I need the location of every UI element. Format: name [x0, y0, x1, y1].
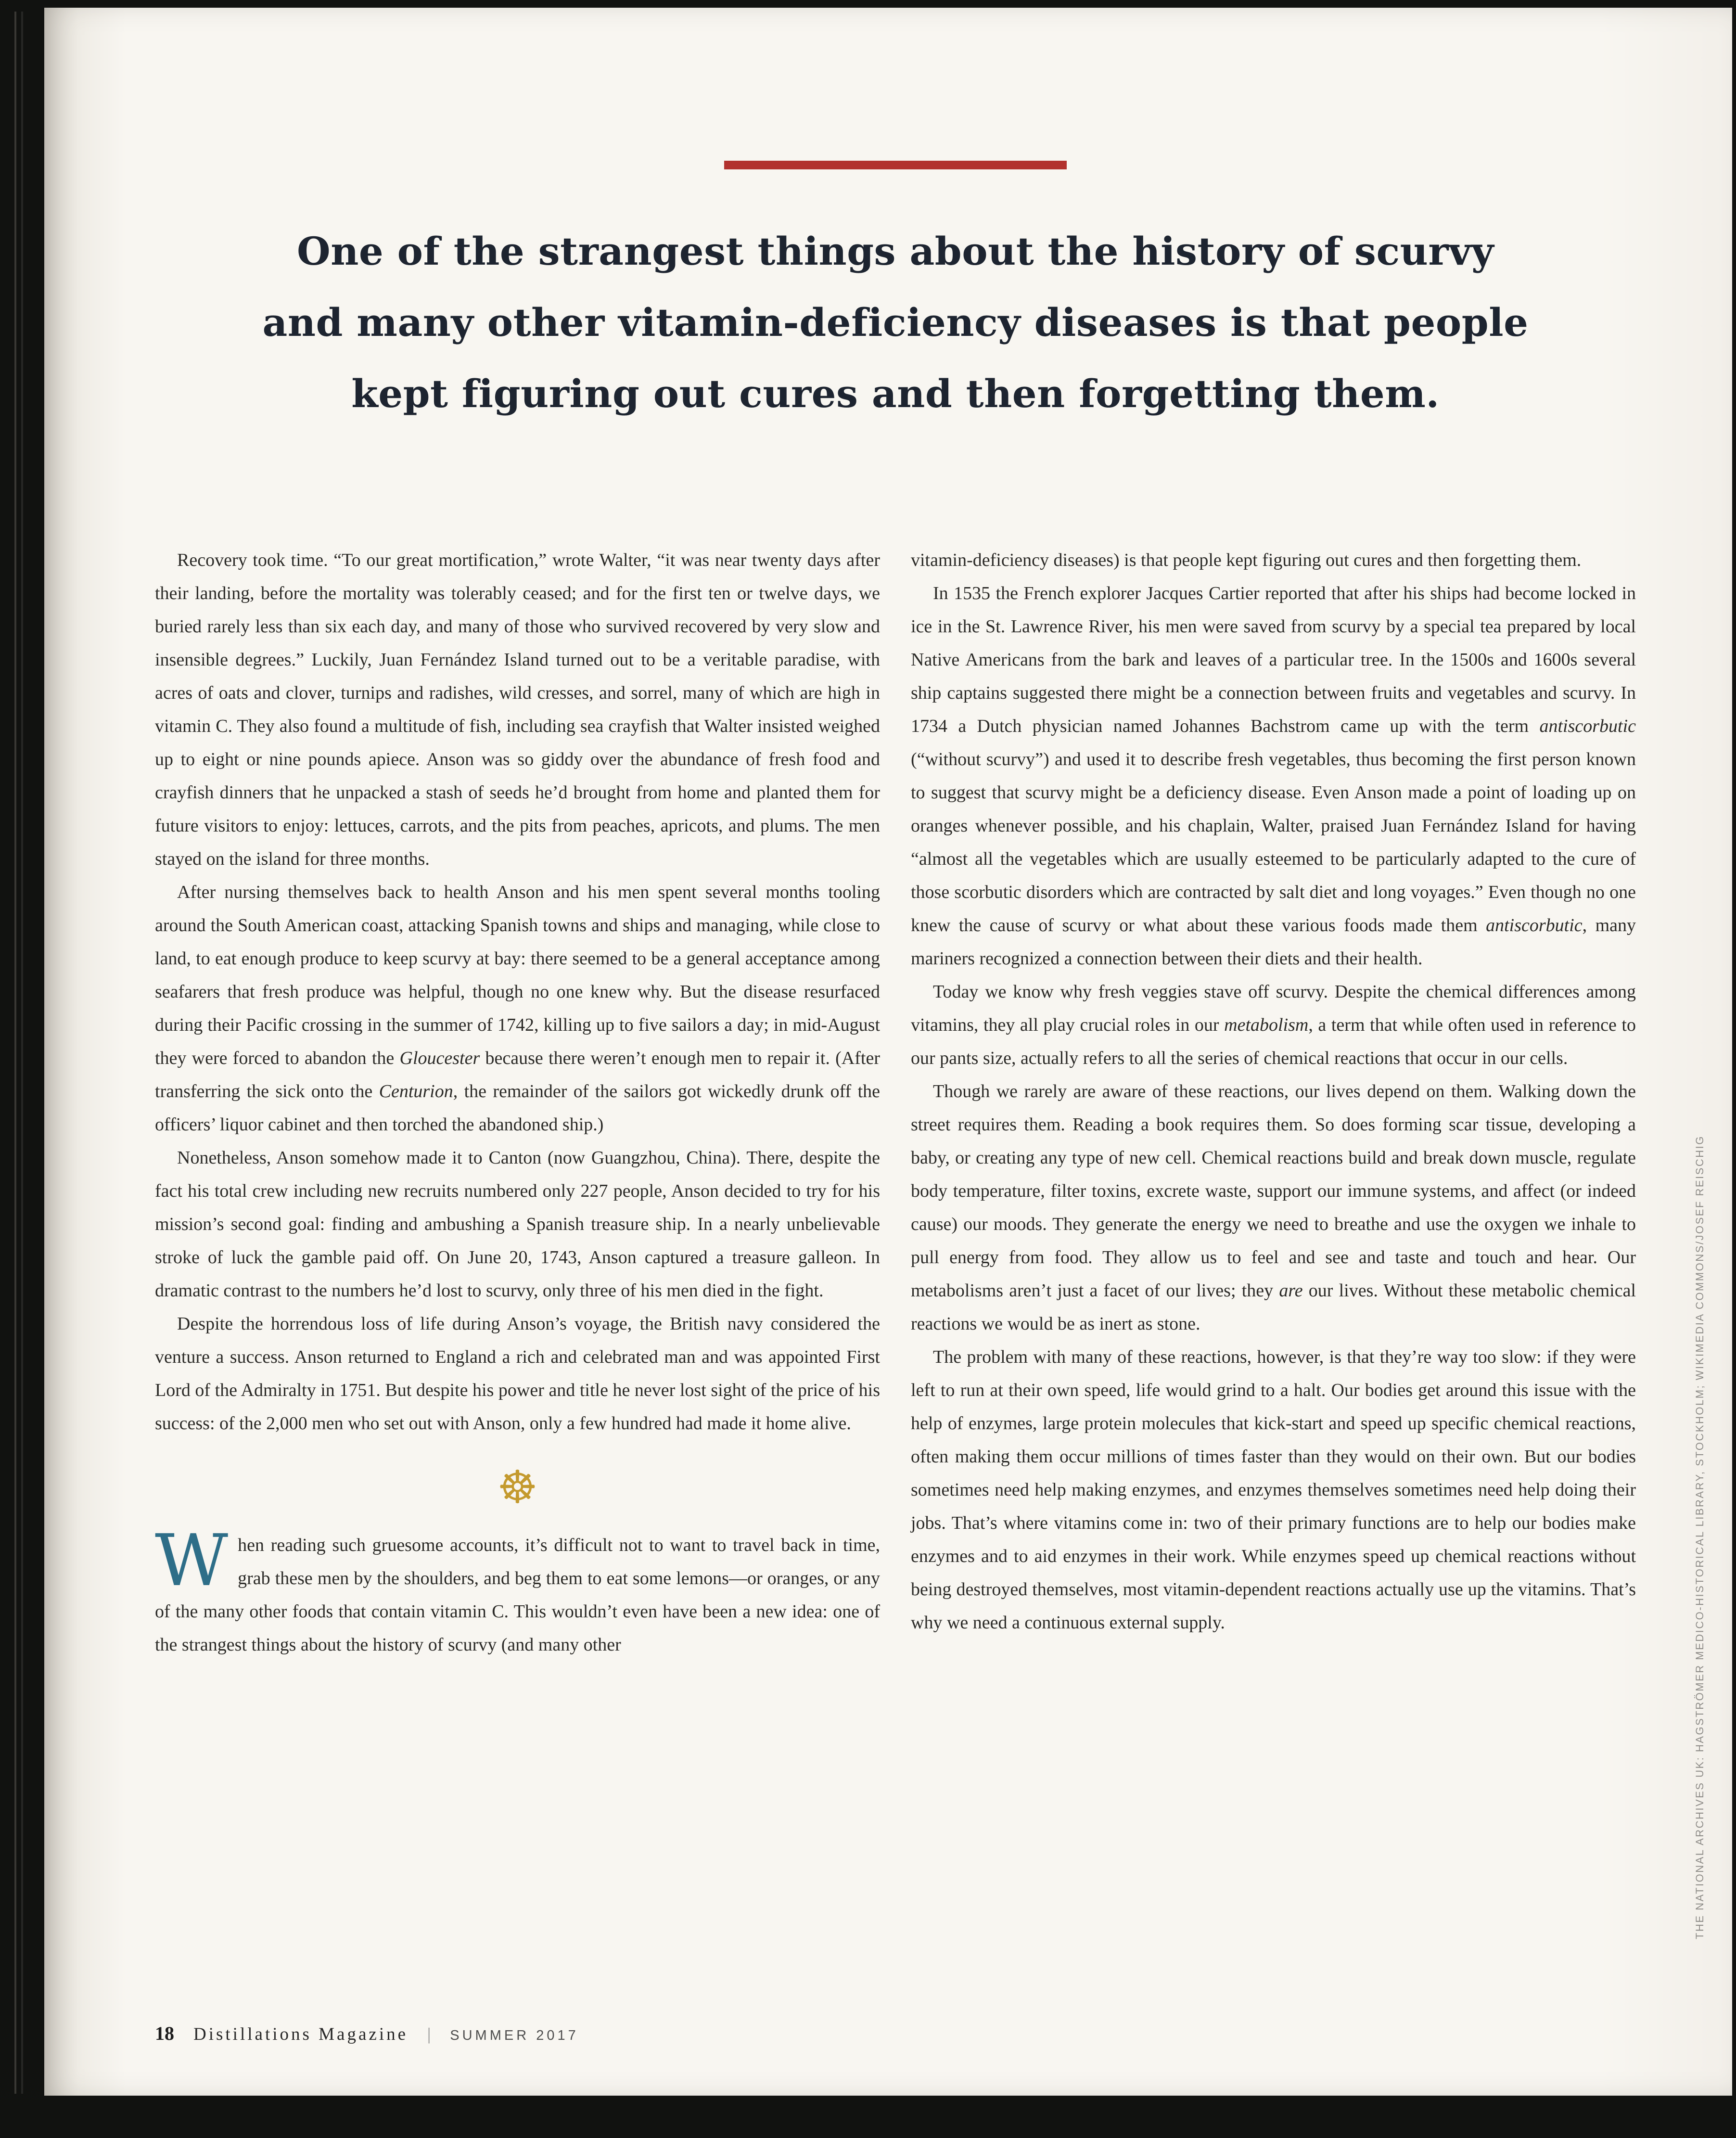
page-footer	[155, 2022, 579, 2045]
section-break-ornament	[155, 1461, 880, 1514]
magazine-title: Distillations Magazine	[193, 2024, 408, 2044]
footer-separator: |	[427, 2024, 431, 2044]
text-run: because there weren’t enough men to repair it. (After transferring the sick onto the	[155, 1048, 880, 1101]
pull-quote-line: One of the strangest things about the history of scurvy	[297, 229, 1494, 274]
accent-rule	[724, 161, 1067, 169]
text-run: Despite the horrendous loss of life during Anson’s voyage, the British navy considered the venture a success. Anson returned to England a rich and celebrated man and was appointed First Lord of the Admiralty in 1751. But despite his power and title he never lost sight of the price of his success: of the 2,000 men who set out with Anson, only a few hundred had made it home alive.	[155, 1314, 880, 1434]
text-run: After nursing themselves back to health Anson and his men spent several months tooling around the South American coast, attacking Spanish towns and ships and managing, while close to land, to eat enough produce to keep scurvy at bay: there seemed to be a general acceptance among seafarers that fresh produce was helpful, though no one knew why. But the disease resurfaced during their Pacific crossing in the summer of 1742, killing up to five sailors a day; in mid-August they were forced to abandon the	[155, 882, 880, 1068]
body-paragraph	[155, 544, 880, 876]
paper	[44, 8, 1732, 2096]
drop-cap: W	[155, 1519, 229, 1602]
body-paragraph	[911, 544, 1636, 577]
scan-page-edge	[21, 12, 23, 2094]
page-number: 18	[155, 2023, 174, 2044]
text-run: Recovery took time. “To our great mortification,” wrote Walter, “it was near twenty days after their landing, before the mortality was tolerably ceased; and for the first ten or twelve days, we buried rarely less than six each day, and many of those who survived recovered by very slow and insensible degrees.” Luckily, Juan Fernández Island turned out to be a veritable paradise, with acres of oats and clover, turnips and radishes, wild cresses, and sorrel, many of which are high in vitamin C. They also found a multitude of fish, including sea crayfish that Walter insisted weighed up to eight or nine pounds apiece. Anson was so giddy over the abundance of fresh food and crayfish dinners that he unpacked a stash of seeds he’d brought from home and planted them for future visitors to enjoy: lettuces, carrots, and the pits from peaches, apricots, and plums. The men stayed on the island for three months.	[155, 550, 880, 869]
text-run: (“without scurvy”) and used it to describe fresh vegetables, thus becoming the first person known to suggest that scurvy might be a deficiency disease. Even Anson made a point of loading up on oranges whenever possible, and his chaplain, Walter, praised Juan Fernández Island for having “almost all the vegetables which are usually esteemed to be particularly adapted to the cure of those scorbutic disorders which are contracted by salt diet and long voyages.” Even though no one knew the cause of scurvy or what about these various foods made them	[911, 749, 1636, 935]
pull-quote-line: kept figuring out cures and then forgetting them.	[351, 371, 1440, 416]
text-run: , many mariners recognized a connection between their diets and their health.	[911, 915, 1636, 969]
italic-text: antiscorbutic	[1486, 915, 1583, 935]
right-column	[911, 544, 1636, 1662]
text-block	[155, 8, 1636, 1662]
italic-text: Gloucester	[399, 1048, 480, 1068]
text-run: Though we rarely are aware of these reactions, our lives depend on them. Walking down the street requires them. Reading a book requires them. So does forming scar tissue, developing a baby, or creating any type of new cell. Chemical reactions build and break down muscle, regulate body temperature, filter toxins, excrete waste, support our immune systems, and affect (or indeed cause) our moods. They generate the energy we need to breathe and use the oxygen we inhale to pull energy from food. They allow us to feel and see and taste and touch and hear. Our metabolisms aren’t just a facet of our lives; they	[911, 1081, 1636, 1301]
left-column	[155, 544, 880, 1662]
photo-credit: THE NATIONAL ARCHIVES UK: HAGSTRÖMER MEDICO-HISTORICAL LIBRARY, STOCKHOLM; WIKIMEDIA COMMONS/JOSEF REISCHIG	[1694, 1135, 1706, 1939]
text-run: , a term that while often used in reference to our pants size, actually refers to all the series of chemical reactions that occur in our cells.	[911, 1015, 1636, 1068]
text-run: our lives. Without these metabolic chemical reactions we would be as inert as stone.	[911, 1280, 1636, 1334]
body-paragraph	[911, 1075, 1636, 1341]
italic-text: Centurion	[379, 1081, 453, 1101]
body-paragraph	[911, 1341, 1636, 1639]
text-run: Nonetheless, Anson somehow made it to Canton (now Guangzhou, China). There, despite the fact his total crew including new recruits numbered only 227 people, Anson decided to try for his mission’s second goal: finding and ambushing a Spanish treasure ship. In a nearly unbelievable stroke of luck the gamble paid off. On June 20, 1743, Anson captured a treasure galleon. In dramatic contrast to the numbers he’d lost to scurvy, only three of his men died in the fight.	[155, 1148, 880, 1301]
text-run: , the remainder of the sailors got wickedly drunk off the officers’ liquor cabinet and then torched the abandoned ship.)	[155, 1081, 880, 1135]
text-run: Today we know why fresh veggies stave off scurvy. Despite the chemical differences among vitamins, they all play crucial roles in our	[911, 982, 1636, 1035]
pull-quote-line: and many other vitamin-deficiency diseases is that people	[262, 300, 1529, 345]
body-paragraph	[155, 1141, 880, 1307]
ship-wheel-icon: ☸	[497, 1461, 538, 1514]
body-paragraph	[155, 1519, 880, 1662]
body-paragraph	[911, 577, 1636, 975]
text-run: In 1535 the French explorer Jacques Cartier reported that after his ships had become locked in ice in the St. Lawrence River, his men were saved from scurvy by a special tea prepared by local Native Americans from the bark and leaves of a particular tree. In the 1500s and 1600s several ship captains suggested there might be a connection between fruits and vegetables and scurvy. In 1734 a Dutch physician named Johannes Bachstrom came up with the term	[911, 583, 1636, 736]
scan-page-edge	[14, 12, 16, 2094]
issue-label: SUMMER 2017	[450, 2028, 579, 2043]
text-run: hen reading such gruesome accounts, it’s difficult not to want to travel back in time, grab these men by the shoulders, and beg them to eat some lemons—or oranges, or any of the many other foods that contain vitamin C. This wouldn’t even have been a new idea: one of the strangest things about the history of scurvy (and many other	[155, 1535, 880, 1655]
text-run: vitamin-deficiency diseases) is that people kept figuring out cures and then forgetting them.	[911, 550, 1582, 570]
italic-text: metabolism	[1224, 1015, 1309, 1035]
body-paragraph	[911, 975, 1636, 1075]
article-body	[155, 544, 1636, 1662]
pull-quote	[155, 216, 1636, 429]
italic-text: are	[1279, 1280, 1303, 1301]
italic-text: antiscorbutic	[1539, 716, 1636, 736]
body-paragraph	[155, 1307, 880, 1440]
text-run: The problem with many of these reactions, however, is that they’re way too slow: if they were left to run at their own speed, life would grind to a halt. Our bodies get around this issue with the help of enzymes, large protein molecules that kick-start and speed up specific chemical reactions, often making them occur millions of times faster than they would on their own. But our bodies sometimes need help making enzymes, and enzymes themselves sometimes need help doing their jobs. That’s where vitamins come in: two of their primary functions are to help our bodies make enzymes and to aid enzymes in their work. While enzymes speed up chemical reactions without being destroyed themselves, most vitamin-dependent reactions actually use up the vitamins. That’s why we need a continuous external supply.	[911, 1347, 1636, 1633]
body-paragraph	[155, 876, 880, 1141]
